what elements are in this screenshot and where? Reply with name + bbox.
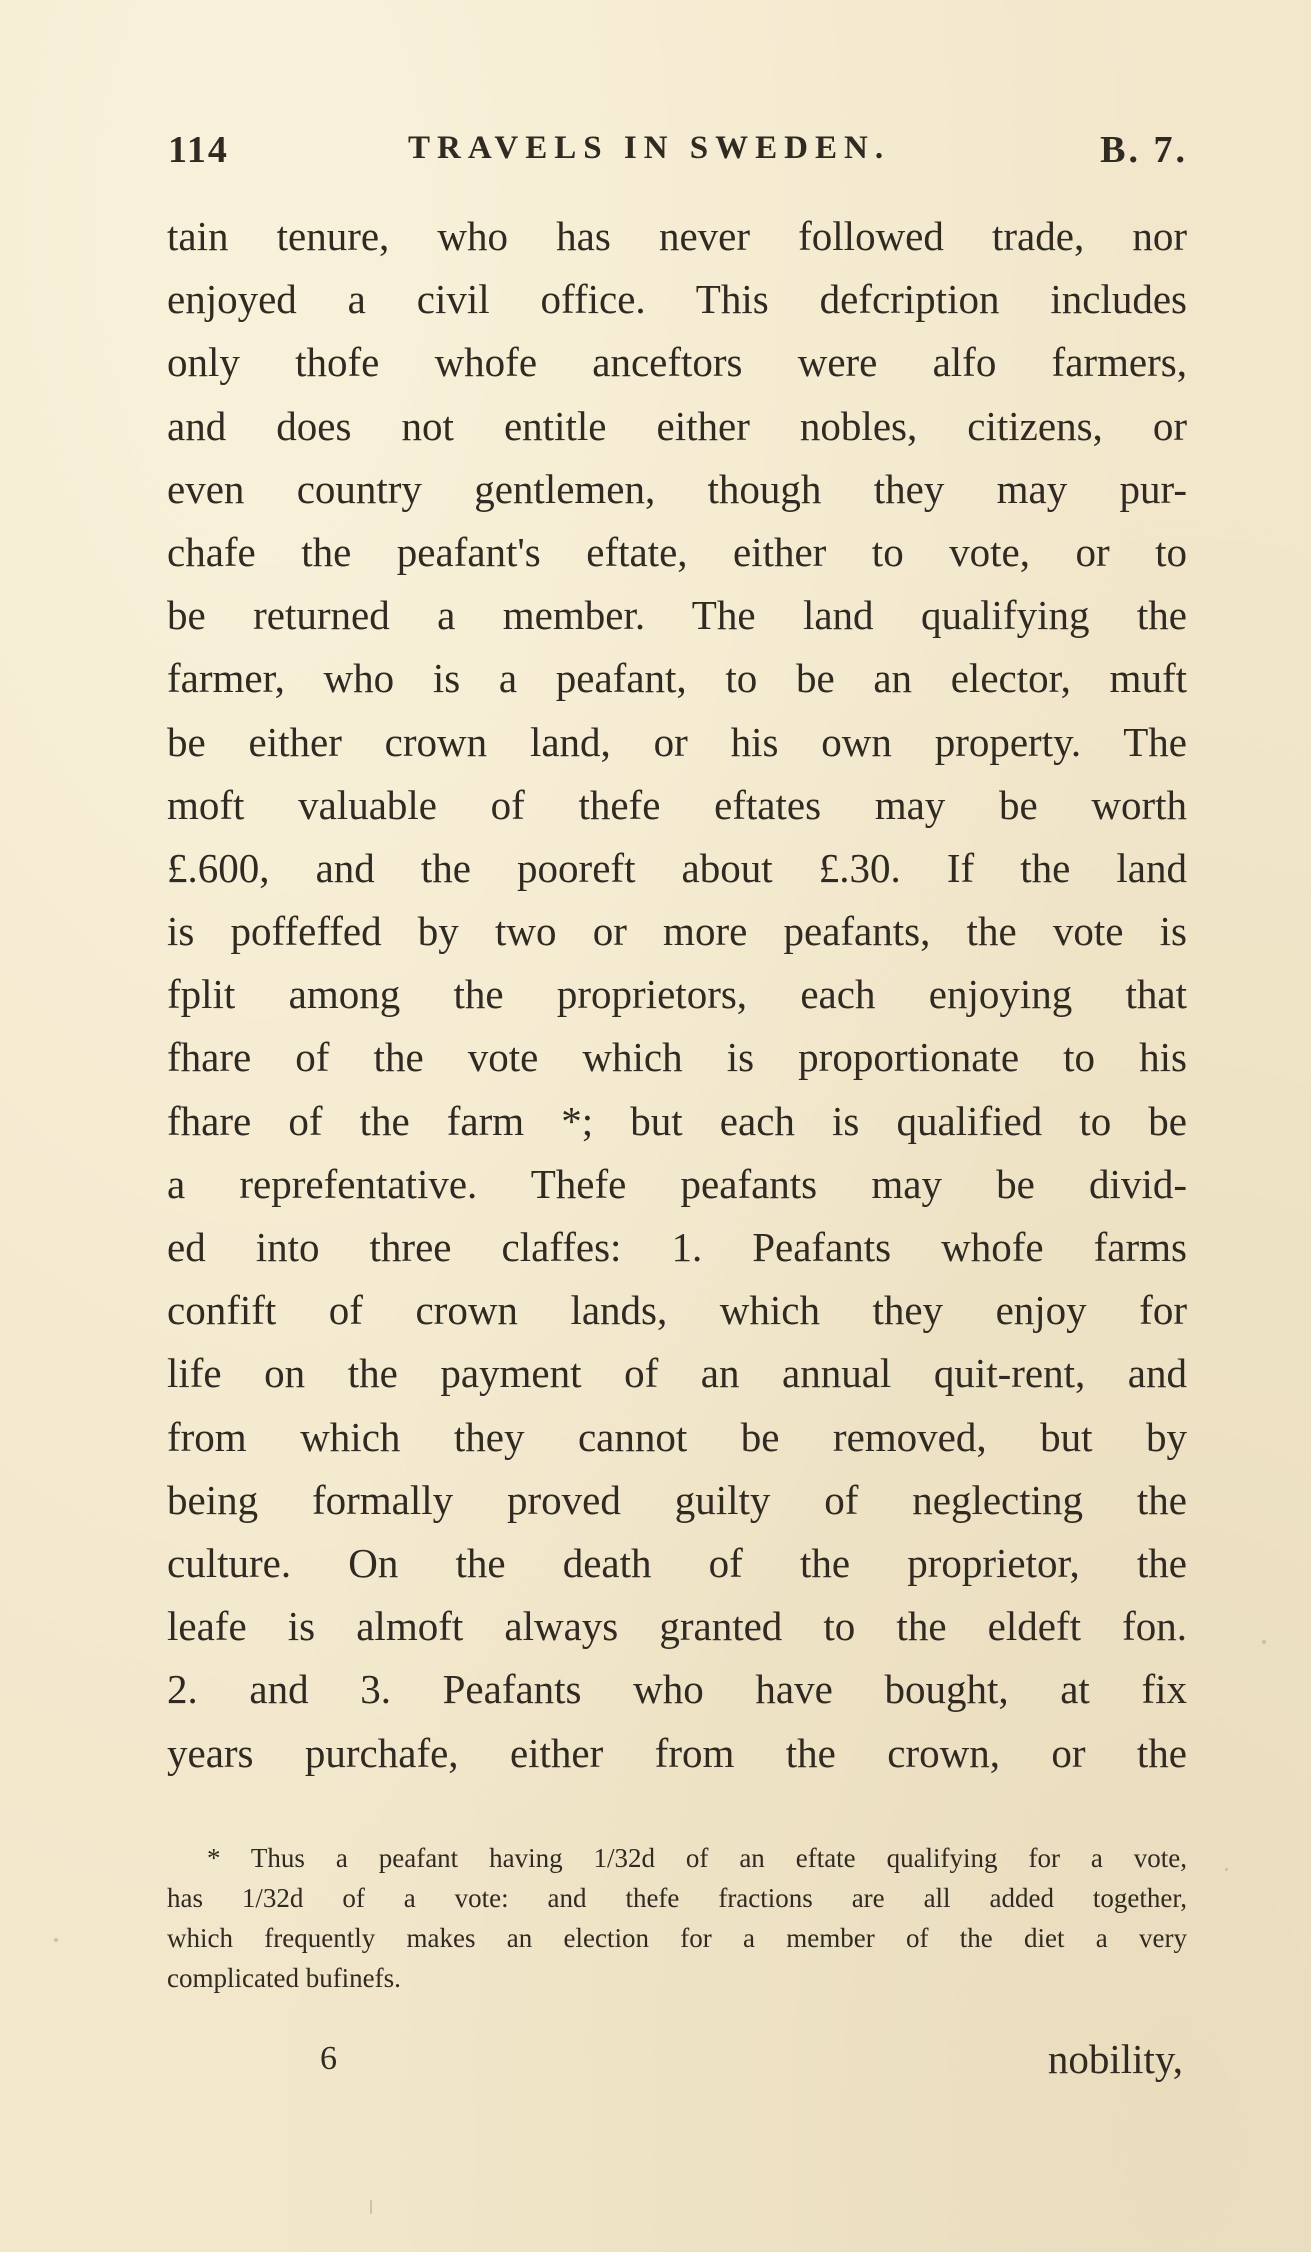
text-line: life on the payment of an annual quit-rent, and xyxy=(167,1350,1187,1397)
text-line: fhare of the vote which is proportionate to his xyxy=(167,1034,1187,1081)
text-line: enjoyed a civil office. This defcription includes xyxy=(167,276,1187,323)
text-line: is poffeffed by two or more peafants, the vote is xyxy=(167,908,1187,955)
paper-speck xyxy=(54,1938,58,1942)
text-line: years purchafe, either from the crown, or the xyxy=(167,1729,1187,1776)
text-line: be returned a member. The land qualifying the xyxy=(167,592,1187,639)
running-title: TRAVELS IN SWEDEN. xyxy=(408,130,891,166)
text-line: confift of crown lands, which they enjoy for xyxy=(167,1287,1187,1334)
footnote-line: which frequently makes an election for a member of the diet a very xyxy=(167,1923,1187,1953)
text-line: leafe is almoft always granted to the eldeft fon. xyxy=(167,1603,1187,1650)
text-line: culture. On the death of the proprietor, the xyxy=(167,1539,1187,1586)
text-line: fplit among the proprietors, each enjoying that xyxy=(167,971,1187,1018)
paper-speck xyxy=(370,2200,372,2214)
signature-mark: 6 xyxy=(320,2040,337,2077)
text-line: 2. and 3. Peafants who have bought, at fix xyxy=(167,1666,1187,1713)
text-line: £.600, and the pooreft about £.30. If the land xyxy=(167,844,1187,891)
text-line: and does not entitle either nobles, citizens, or xyxy=(167,402,1187,449)
text-line: moft valuable of thefe eftates may be worth xyxy=(167,781,1187,828)
footnote-line: has 1/32d of a vote: and thefe fractions are all added together, xyxy=(167,1883,1187,1913)
text-line: chafe the peafant's eftate, either to vote, or to xyxy=(167,528,1187,575)
text-line: farmer, who is a peafant, to be an elector, muft xyxy=(167,655,1187,702)
footnote-line: * Thus a peafant having 1/32d of an eftate qualifying for a vote, xyxy=(207,1843,1187,1873)
catchword: nobility, xyxy=(1047,2036,1183,2082)
paper-speck xyxy=(1225,1868,1228,1871)
running-head xyxy=(168,128,1188,178)
text-line: ed into three claffes: 1. Peafants whofe farms xyxy=(167,1224,1187,1270)
footnote-line: complicated bufinefs. xyxy=(167,1963,401,1993)
text-line: being formally proved guilty of neglecting the xyxy=(167,1476,1187,1523)
text-line: only thofe whofe anceftors were alfo farmers, xyxy=(167,339,1187,386)
book-marker: B. 7. xyxy=(1100,129,1188,171)
text-line: tain tenure, who has never followed trade, nor xyxy=(167,213,1187,259)
text-line: from which they cannot be removed, but by xyxy=(167,1413,1187,1460)
text-line: fhare of the farm *; but each is qualified to be xyxy=(167,1097,1187,1144)
footnote xyxy=(167,1838,1187,1998)
page-number: 114 xyxy=(168,129,229,171)
text-line: even country gentlemen, though they may pur- xyxy=(167,465,1187,512)
body-text xyxy=(167,205,1187,1785)
text-line: a reprefentative. Thefe peafants may be divid- xyxy=(167,1160,1187,1207)
text-line: be either crown land, or his own property. The xyxy=(167,718,1187,765)
paper-speck xyxy=(1262,1640,1266,1644)
